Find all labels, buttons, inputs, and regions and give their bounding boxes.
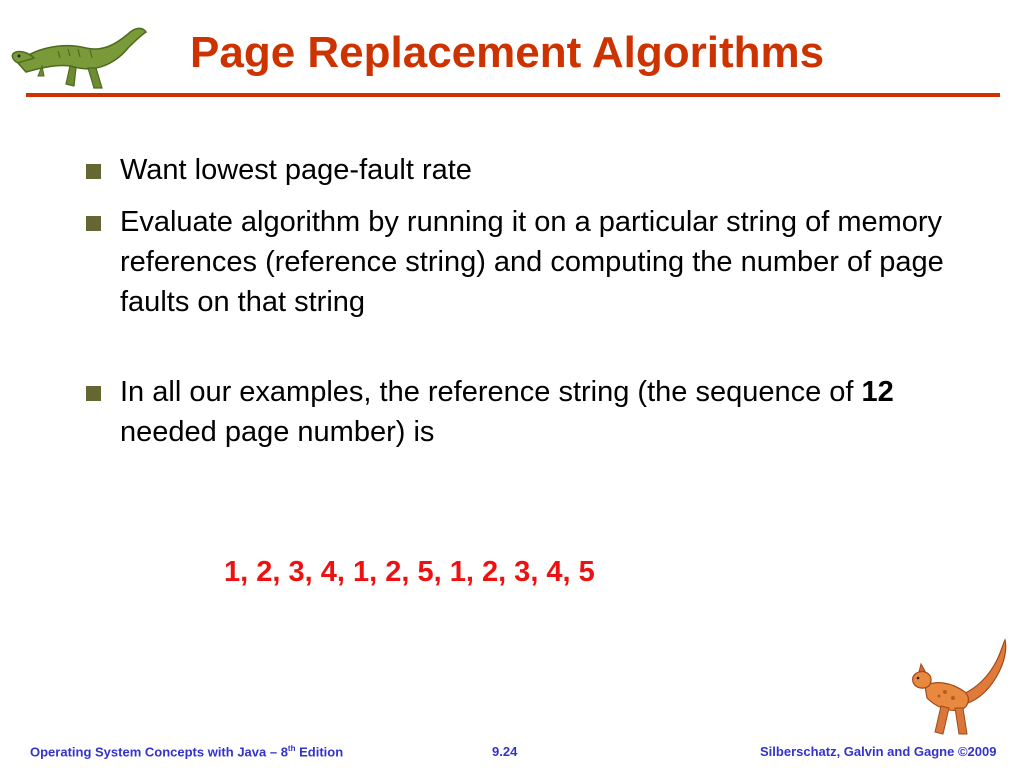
- orange-dinosaur-icon: [905, 636, 1010, 741]
- square-bullet-icon: [86, 164, 101, 179]
- bullet-item: [86, 372, 946, 452]
- bullet-text: Want lowest page-fault rate: [120, 154, 472, 186]
- reference-string: 1, 2, 3, 4, 1, 2, 5, 1, 2, 3, 4, 5: [224, 556, 595, 588]
- footer-page-number: 9.24: [492, 744, 518, 759]
- bullet-bold-count: 12: [861, 376, 894, 408]
- bullet-text: Evaluate algorithm by running it on a particular string of memory references (reference string) and computing the number of page faults on that string: [120, 206, 944, 318]
- green-dinosaur-icon: [8, 18, 148, 93]
- footer-book-title: Operating System Concepts with Java – 8th Edition: [30, 744, 344, 760]
- square-bullet-icon: [86, 216, 101, 231]
- bullet-item: [86, 150, 946, 190]
- square-bullet-icon: [86, 386, 101, 401]
- bullet-list: [86, 150, 946, 464]
- bullet-text-after: needed page number) is: [120, 416, 435, 448]
- bullet-item: [86, 202, 946, 322]
- page-title: Page Replacement Algorithms: [190, 28, 825, 77]
- title-divider: [26, 93, 1000, 97]
- bullet-text-before: In all our examples, the reference string (the sequence of: [120, 376, 862, 408]
- footer-copyright: Silberschatz, Galvin and Gagne ©2009: [760, 744, 997, 759]
